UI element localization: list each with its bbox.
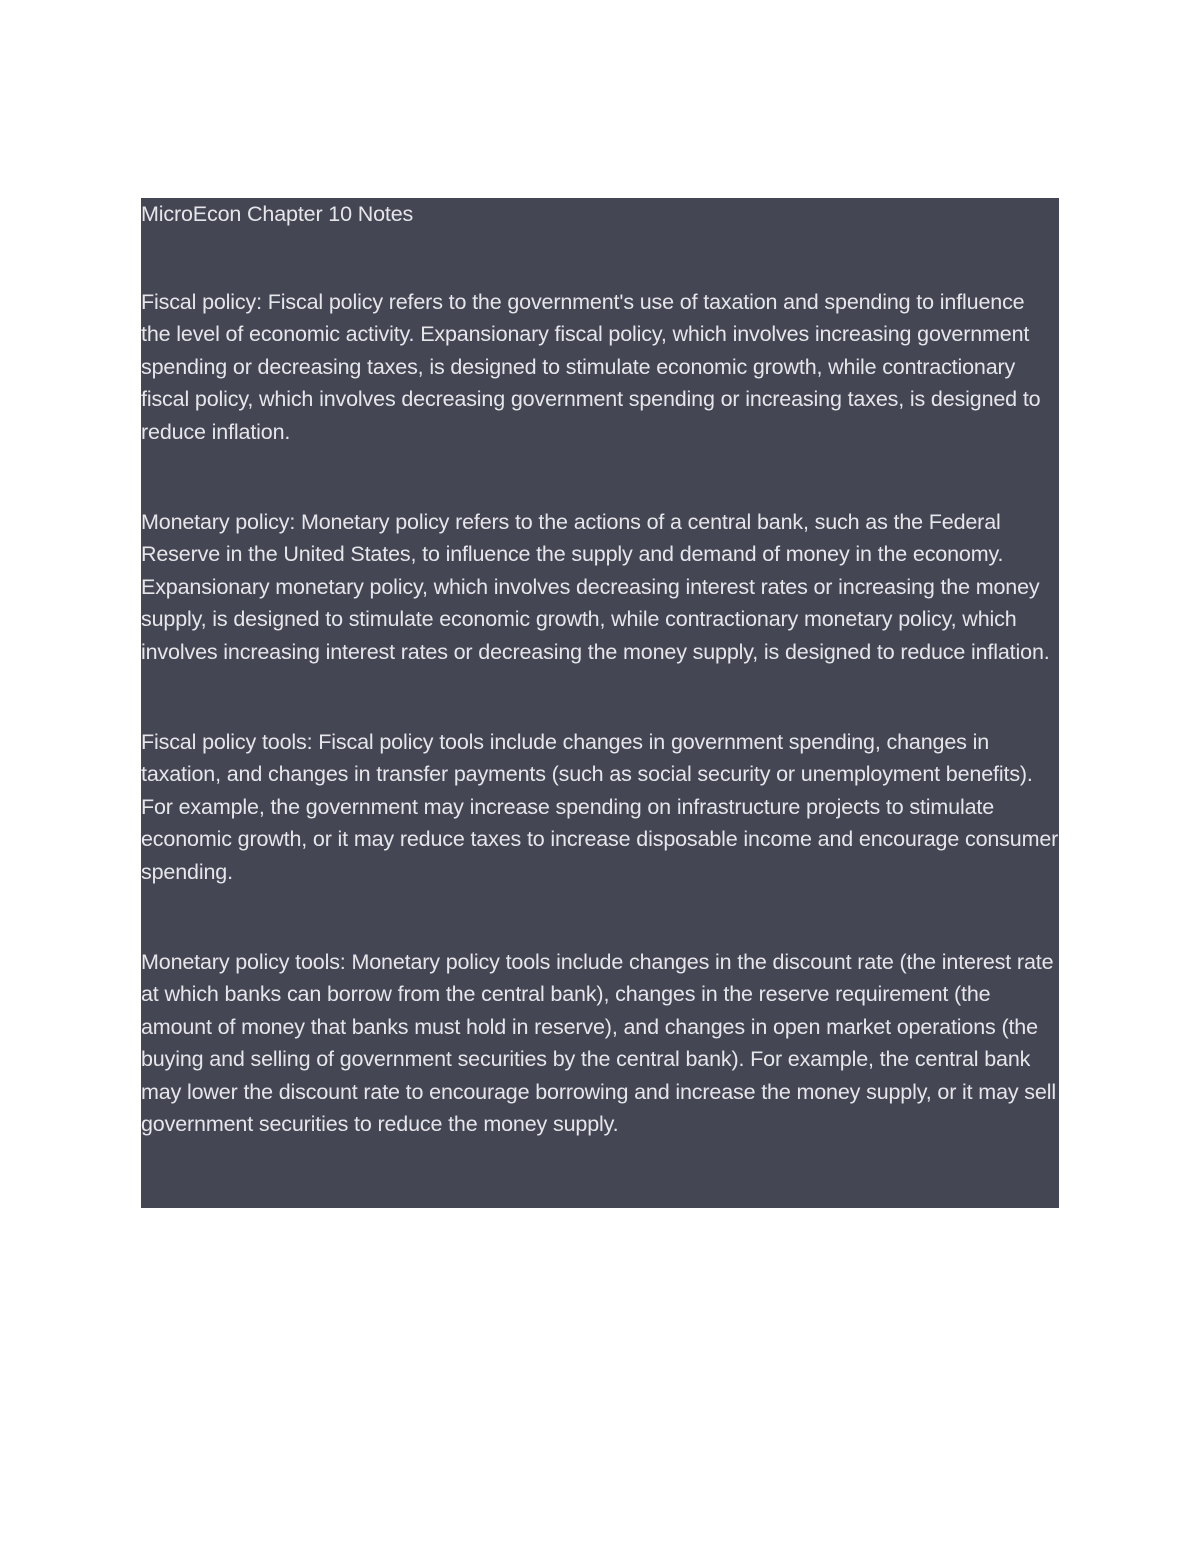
paragraph-fiscal-policy: Fiscal policy: Fiscal policy refers to the government's use of taxation and spending to influence the level of economic activity. Expansionary fiscal policy, which involves increasing government spending or decreasing taxes, is designed to stimulate economic growth, while contractionary fiscal policy, which involves decreasing government spending or increasing taxes, is designed to reduce inflation. (141, 289, 1041, 444)
notes-title: MicroEcon Chapter 10 Notes (141, 202, 414, 226)
paragraph-monetary-policy-tools: Monetary policy tools: Monetary policy tools include changes in the discount rate (the interest rate at which banks can borrow from the central bank), changes in the reserve requirement (the amount of money that banks must hold in reserve), and changes in open market operations (the buying and selling of government securities by the central bank). For example, the central bank may lower the discount rate to encourage borrowing and increase the money supply, or it may sell government securities to reduce the money supply. (141, 949, 1056, 1137)
paragraph-fiscal-policy-tools: Fiscal policy tools: Fiscal policy tools include changes in government spending, changes in taxation, and changes in transfer payments (such as social security or unemployment benefits). For example, the government may increase spending on infrastructure projects to stimulate economic growth, or it may reduce taxes to increase disposable income and encourage consumer spending. (141, 729, 1059, 884)
notes-block (141, 198, 1059, 1208)
paragraph-monetary-policy: Monetary policy: Monetary policy refers to the actions of a central bank, such as the Federal Reserve in the United States, to influence the supply and demand of money in the economy. Expansionary monetary policy, which involves decreasing interest rates or increasing the money supply, is designed to stimulate economic growth, while contractionary monetary policy, which involves increasing interest rates or decreasing the money supply, is designed to reduce inflation. (141, 509, 1050, 664)
